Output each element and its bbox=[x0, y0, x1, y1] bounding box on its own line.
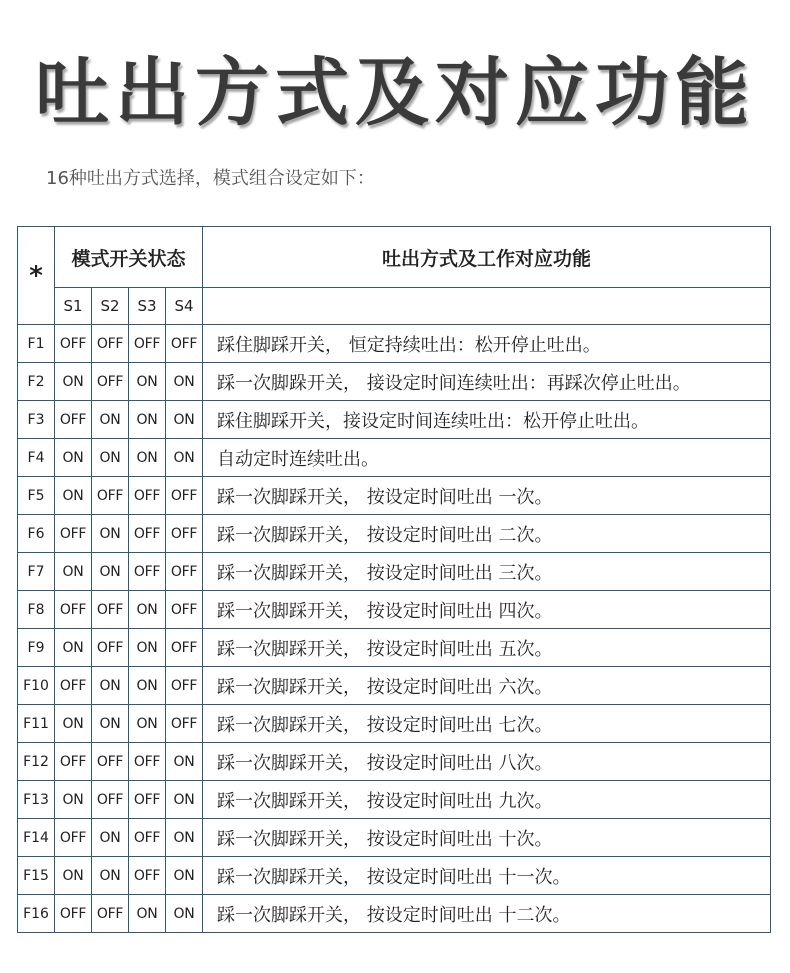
table-row bbox=[18, 705, 771, 743]
function-description: 踩一次脚跺开关， 接设定时间连续吐出：再踩次停止吐出。 bbox=[203, 363, 771, 401]
switch-state-s2: ON bbox=[92, 515, 129, 553]
mode-code: F4 bbox=[18, 439, 55, 477]
switch-state-s4: ON bbox=[166, 857, 203, 895]
switch-state-s4: ON bbox=[166, 743, 203, 781]
mode-code: F15 bbox=[18, 857, 55, 895]
switch-state-s3: ON bbox=[129, 591, 166, 629]
switch-state-s3: ON bbox=[129, 705, 166, 743]
switch-state-s3: OFF bbox=[129, 781, 166, 819]
mode-code: F11 bbox=[18, 705, 55, 743]
table-row bbox=[18, 477, 771, 515]
table-row bbox=[18, 515, 771, 553]
switch-state-s2: OFF bbox=[92, 325, 129, 363]
table-row bbox=[18, 553, 771, 591]
mode-code: F10 bbox=[18, 667, 55, 705]
switch-state-header: 模式开关状态 bbox=[55, 227, 203, 288]
star-header: * bbox=[18, 227, 55, 325]
switch-state-s2: ON bbox=[92, 819, 129, 857]
mode-code: F16 bbox=[18, 895, 55, 933]
switch-state-s4: ON bbox=[166, 439, 203, 477]
switch-state-s1: ON bbox=[55, 477, 92, 515]
switch-state-s4: OFF bbox=[166, 477, 203, 515]
function-description: 踩一次脚踩开关， 按设定时间吐出 六次。 bbox=[203, 667, 771, 705]
switch-state-s3: OFF bbox=[129, 477, 166, 515]
switch-state-s2: ON bbox=[92, 667, 129, 705]
function-description: 踩一次脚踩开关， 按设定时间吐出 一次。 bbox=[203, 477, 771, 515]
function-description: 踩一次脚踩开关， 按设定时间吐出 二次。 bbox=[203, 515, 771, 553]
table-row bbox=[18, 439, 771, 477]
switch-state-s1: ON bbox=[55, 781, 92, 819]
mode-code: F6 bbox=[18, 515, 55, 553]
switch-state-s3: ON bbox=[129, 363, 166, 401]
switch-state-s3: OFF bbox=[129, 743, 166, 781]
mode-code: F9 bbox=[18, 629, 55, 667]
switch-state-s1: OFF bbox=[55, 895, 92, 933]
mode-code: F5 bbox=[18, 477, 55, 515]
switch-state-s2: ON bbox=[92, 857, 129, 895]
switch-label-s2: S2 bbox=[92, 288, 129, 325]
switch-state-s3: OFF bbox=[129, 819, 166, 857]
switch-state-s4: OFF bbox=[166, 515, 203, 553]
table-row bbox=[18, 629, 771, 667]
switch-state-s4: ON bbox=[166, 895, 203, 933]
switch-state-s3: OFF bbox=[129, 553, 166, 591]
function-description: 踩一次脚踩开关， 按设定时间吐出 五次。 bbox=[203, 629, 771, 667]
function-description: 踩住脚踩开关， 恒定持续吐出：松开停止吐出。 bbox=[203, 325, 771, 363]
switch-label-row bbox=[18, 288, 771, 325]
function-header: 吐出方式及工作对应功能 bbox=[203, 227, 771, 288]
mode-code: F8 bbox=[18, 591, 55, 629]
switch-state-s1: ON bbox=[55, 363, 92, 401]
switch-label-s3: S3 bbox=[129, 288, 166, 325]
function-description: 踩一次脚踩开关， 按设定时间吐出 十一次。 bbox=[203, 857, 771, 895]
table-row bbox=[18, 743, 771, 781]
switch-state-s2: ON bbox=[92, 705, 129, 743]
switch-state-s4: OFF bbox=[166, 591, 203, 629]
switch-state-s2: OFF bbox=[92, 743, 129, 781]
function-description: 自动定时连续吐出。 bbox=[203, 439, 771, 477]
mode-code: F3 bbox=[18, 401, 55, 439]
mode-table bbox=[17, 226, 771, 933]
switch-state-s2: ON bbox=[92, 401, 129, 439]
switch-state-s1: ON bbox=[55, 553, 92, 591]
switch-state-s3: ON bbox=[129, 667, 166, 705]
table-row bbox=[18, 325, 771, 363]
switch-state-s1: OFF bbox=[55, 819, 92, 857]
switch-state-s1: ON bbox=[55, 705, 92, 743]
mode-code: F1 bbox=[18, 325, 55, 363]
switch-state-s3: OFF bbox=[129, 325, 166, 363]
switch-state-s4: ON bbox=[166, 819, 203, 857]
table-row bbox=[18, 591, 771, 629]
switch-state-s1: OFF bbox=[55, 667, 92, 705]
switch-state-s1: OFF bbox=[55, 401, 92, 439]
switch-state-s1: OFF bbox=[55, 743, 92, 781]
switch-state-s3: OFF bbox=[129, 857, 166, 895]
mode-code: F2 bbox=[18, 363, 55, 401]
empty-cell bbox=[203, 288, 771, 325]
table-row bbox=[18, 819, 771, 857]
page-title: 吐出方式及对应功能 bbox=[35, 50, 755, 136]
table-row bbox=[18, 857, 771, 895]
switch-label-s1: S1 bbox=[55, 288, 92, 325]
switch-state-s4: ON bbox=[166, 363, 203, 401]
switch-state-s4: OFF bbox=[166, 705, 203, 743]
switch-state-s3: OFF bbox=[129, 515, 166, 553]
switch-state-s2: ON bbox=[92, 553, 129, 591]
table-header-row bbox=[18, 227, 771, 288]
page-subtitle: 16种吐出方式选择，模式组合设定如下： bbox=[46, 168, 375, 189]
switch-state-s2: OFF bbox=[92, 477, 129, 515]
switch-state-s4: ON bbox=[166, 401, 203, 439]
switch-state-s4: OFF bbox=[166, 553, 203, 591]
switch-state-s3: ON bbox=[129, 629, 166, 667]
switch-state-s1: OFF bbox=[55, 515, 92, 553]
switch-state-s1: ON bbox=[55, 857, 92, 895]
switch-state-s1: OFF bbox=[55, 325, 92, 363]
switch-state-s1: ON bbox=[55, 439, 92, 477]
function-description: 踩一次脚踩开关， 按设定时间吐出 三次。 bbox=[203, 553, 771, 591]
switch-state-s2: OFF bbox=[92, 895, 129, 933]
mode-code: F14 bbox=[18, 819, 55, 857]
mode-code: F13 bbox=[18, 781, 55, 819]
function-description: 踩一次脚踩开关， 按设定时间吐出 十二次。 bbox=[203, 895, 771, 933]
table-row bbox=[18, 667, 771, 705]
switch-state-s3: ON bbox=[129, 401, 166, 439]
function-description: 踩一次脚踩开关， 按设定时间吐出 九次。 bbox=[203, 781, 771, 819]
switch-state-s4: OFF bbox=[166, 667, 203, 705]
switch-state-s4: OFF bbox=[166, 629, 203, 667]
switch-state-s2: OFF bbox=[92, 629, 129, 667]
switch-label-s4: S4 bbox=[166, 288, 203, 325]
switch-state-s2: OFF bbox=[92, 591, 129, 629]
switch-state-s1: ON bbox=[55, 629, 92, 667]
switch-state-s2: OFF bbox=[92, 781, 129, 819]
function-description: 踩一次脚踩开关， 按设定时间吐出 十次。 bbox=[203, 819, 771, 857]
mode-code: F7 bbox=[18, 553, 55, 591]
function-description: 踩一次脚踩开关， 按设定时间吐出 八次。 bbox=[203, 743, 771, 781]
table-row bbox=[18, 363, 771, 401]
table-row bbox=[18, 781, 771, 819]
table-row bbox=[18, 401, 771, 439]
function-description: 踩住脚踩开关，接设定时间连续吐出：松开停止吐出。 bbox=[203, 401, 771, 439]
switch-state-s2: OFF bbox=[92, 363, 129, 401]
mode-code: F12 bbox=[18, 743, 55, 781]
switch-state-s3: ON bbox=[129, 439, 166, 477]
function-description: 踩一次脚踩开关， 按设定时间吐出 四次。 bbox=[203, 591, 771, 629]
switch-state-s3: ON bbox=[129, 895, 166, 933]
switch-state-s2: ON bbox=[92, 439, 129, 477]
switch-state-s4: ON bbox=[166, 781, 203, 819]
switch-state-s1: OFF bbox=[55, 591, 92, 629]
function-description: 踩一次脚踩开关， 按设定时间吐出 七次。 bbox=[203, 705, 771, 743]
table-row bbox=[18, 895, 771, 933]
switch-state-s4: OFF bbox=[166, 325, 203, 363]
